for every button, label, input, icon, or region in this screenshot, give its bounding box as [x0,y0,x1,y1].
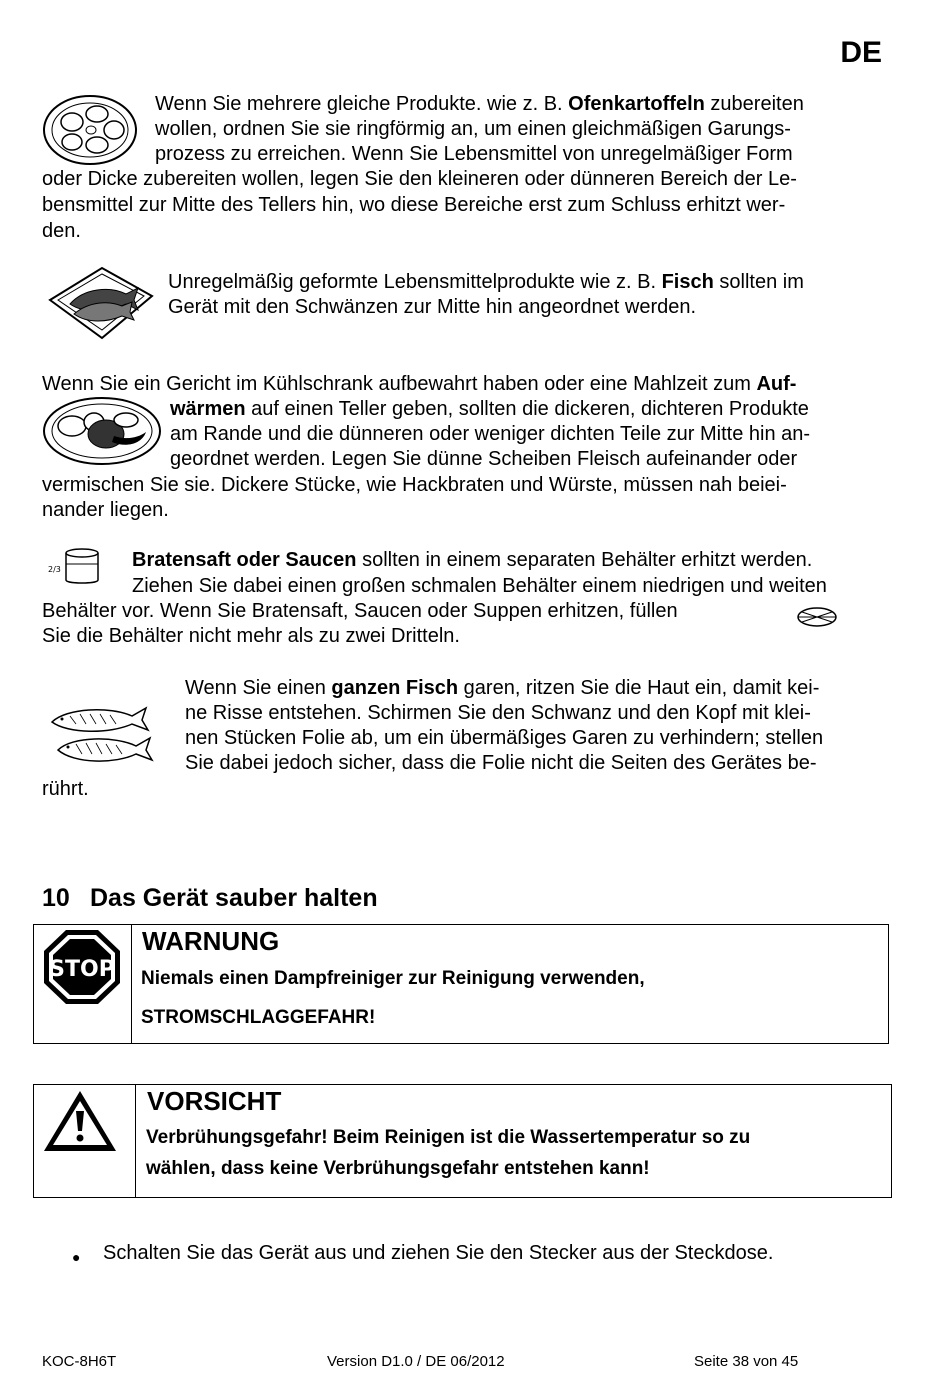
caution-line1: Verbrühungsgefahr! Beim Reinigen ist die Wassertemperatur so zu [146,1127,751,1148]
para5-line1: Wenn Sie einen ganzen Fisch garen, ritzen Sie die Haut ein, damit kei- [185,677,820,699]
caution-box [33,1084,892,1198]
caution-icon-cell [34,1085,136,1197]
para1-line5: bensmittel zur Mitte des Tellers hin, wo diese Bereiche erst zum Schluss erhitzt wer- [42,194,786,216]
section-title: Das Gerät sauber halten [90,884,378,912]
para3-line5: vermischen Sie sie. Dickere Stücke, wie Hackbraten und Würste, müssen nah beiei- [42,474,787,496]
para2-line2: Gerät mit den Schwänzen zur Mitte hin angeordnet werden. [168,296,697,318]
caution-title: VORSICHT [147,1086,282,1116]
warning-box [33,924,889,1044]
bullet-text: Schalten Sie das Gerät aus und ziehen Sie den Stecker aus der Steckdose. [103,1242,774,1264]
para1-line3: prozess zu erreichen. Wenn Sie Lebensmittel von unregelmäßiger Form [155,143,793,165]
fish-icon [46,700,156,770]
potatoes-plate-icon [42,92,142,167]
para3-line2: wärmen auf einen Teller geben, sollten die dickeren, dichteren Produkte [170,398,809,420]
para1-line4: oder Dicke zubereiten wollen, legen Sie den kleineren oder dünneren Bereich der Le- [42,168,797,190]
para3-line1: Wenn Sie ein Gericht im Kühlschrank aufbewahrt haben oder eine Mahlzeit zum Auf- [42,373,797,395]
measuring-cup-icon [48,548,104,586]
para3-line3: am Rande und die dünneren oder weniger dichten Teile zur Mitte hin an- [170,423,811,445]
section-heading [42,884,378,913]
warning-line2: STROMSCHLAGGEFAHR! [141,1007,376,1028]
warning-icon-cell [34,925,132,1043]
warning-line1: Niemals einen Dampfreiniger zur Reinigung verwenden, [141,968,645,989]
para2-line1: Unregelmäßig geformte Lebensmittelprodukte wie z. B. Fisch sollten im [168,271,804,293]
para3-line4: geordnet werden. Legen Sie dünne Scheiben Fleisch aufeinander oder [170,448,798,470]
warning-title: WARNUNG [142,926,280,956]
stop-sign-icon [42,928,122,1006]
fish-dish-icon [44,262,156,347]
para5-line4: Sie dabei jedoch sicher, dass die Folie nicht die Seiten des Gerätes be- [185,752,817,774]
para5-line3: nen Stücken Folie ab, um ein übermäßiges Garen zu verhindern; stellen [185,727,824,749]
covered-dish-icon [796,605,838,629]
para4-line1: Bratensaft oder Saucen sollten in einem separaten Behälter erhitzt werden. [132,549,813,571]
language-code: DE [840,36,882,69]
footer-version: Version D1.0 / DE 06/2012 [327,1353,505,1370]
cup-label: 2/3 [48,565,61,574]
para3-line6: nander liegen. [42,499,169,521]
footer-model: KOC-8H6T [42,1353,117,1370]
stop-label: STOP [49,957,115,982]
para4-line3: Behälter vor. Wenn Sie Bratensaft, Saucen oder Suppen erhitzen, füllen [42,600,678,622]
bullet-icon: ● [72,1249,81,1265]
meal-plate-icon [42,396,162,466]
para5-line2: ne Risse entstehen. Schirmen Sie den Schwanz und den Kopf mit klei- [185,702,811,724]
para5-line5: rührt. [42,778,89,800]
para4-line2: Ziehen Sie dabei einen großen schmalen Behälter einem niedrigen und weiten [132,575,827,597]
para1-line2: wollen, ordnen Sie sie ringförmig an, um einen gleichmäßigen Garungs- [155,118,791,140]
section-number: 10 [42,884,70,912]
footer-page: Seite 38 von 45 [694,1353,799,1370]
para1-line1: Wenn Sie mehrere gleiche Produkte. wie z. B. Ofenkartoffeln zubereiten [155,93,804,115]
warning-triangle-icon [42,1089,118,1153]
caution-line2: wählen, dass keine Verbrühungsgefahr entstehen kann! [146,1158,650,1179]
para1-line6: den. [42,220,81,242]
para4-line4: Sie die Behälter nicht mehr als zu zwei Dritteln. [42,625,460,647]
